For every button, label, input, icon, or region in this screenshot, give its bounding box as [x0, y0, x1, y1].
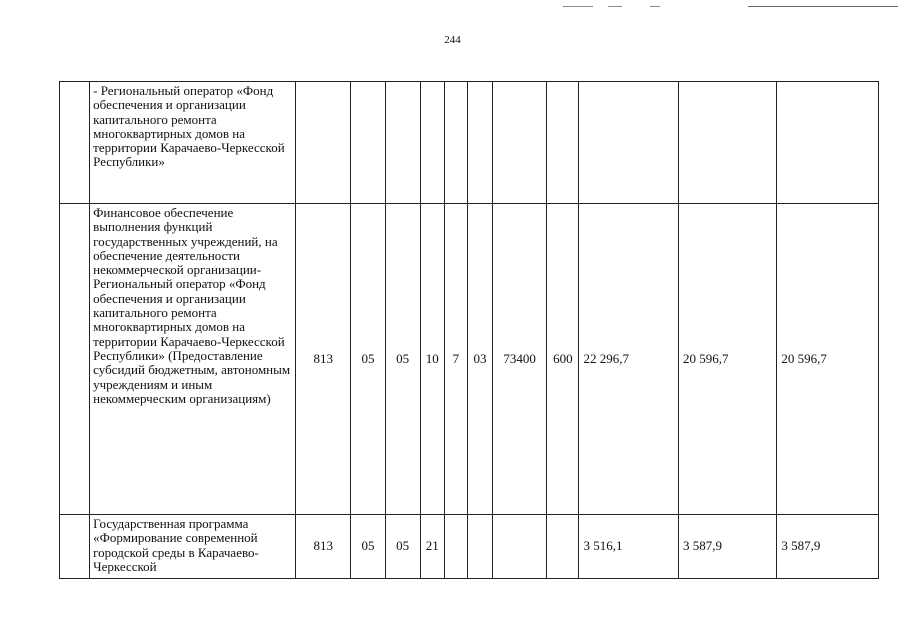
amount-year1-cell: 22 296,7	[579, 204, 678, 515]
budget-table	[59, 81, 879, 579]
activity-code-cell	[467, 82, 492, 204]
activity-code-cell	[467, 515, 492, 579]
expense-type-cell	[547, 515, 579, 579]
row-margin-cell	[60, 515, 90, 579]
ministry-code-cell	[296, 82, 351, 204]
item-name-cell: - Региональный оператор «Фонд обеспечения и организации капитального ремонта многоквартирных домов на территории Карачаево-Черкесской Республики»	[90, 82, 296, 204]
direction-code-cell	[493, 515, 547, 579]
amount-year3-cell	[777, 82, 879, 204]
section-code-cell: 05	[351, 515, 385, 579]
expense-type-cell	[547, 82, 579, 204]
scan-artifact-line	[563, 6, 593, 7]
direction-code-cell	[493, 82, 547, 204]
scan-artifact-line	[608, 6, 622, 7]
row-margin-cell	[60, 204, 90, 515]
amount-year1-cell	[579, 82, 678, 204]
direction-code-cell: 73400	[493, 204, 547, 515]
program-code-cell	[420, 82, 444, 204]
expense-type-cell: 600	[547, 204, 579, 515]
amount-year3-cell: 20 596,7	[777, 204, 879, 515]
table-row	[60, 204, 879, 515]
amount-year2-cell	[678, 82, 776, 204]
scan-artifact-line	[748, 6, 898, 7]
program-code-cell: 21	[420, 515, 444, 579]
item-name-cell: Финансовое обеспечение выполнения функций государственных учреждений, на обеспечение деятельности некоммерческой организации- Региональный оператор «Фонд обеспечения и организации капитального ремонта многоквартирных домов на территории Карачаево-Черкесской Республики» (Предоставление субсидий бюджетным, автономным учреждениям и иным некоммерческим организациям)	[90, 204, 296, 515]
page-number: 244	[444, 34, 461, 46]
table-row	[60, 515, 879, 579]
table-row	[60, 82, 879, 204]
amount-year3-cell: 3 587,9	[777, 515, 879, 579]
section-code-cell	[351, 82, 385, 204]
ministry-code-cell: 813	[296, 515, 351, 579]
subprogram-code-cell	[444, 515, 467, 579]
item-name-cell: Государственная программа «Формирование современной городской среды в Карачаево-Черкесской	[90, 515, 296, 579]
subprogram-code-cell	[444, 82, 467, 204]
subsection-code-cell: 05	[385, 515, 420, 579]
program-code-cell: 10	[420, 204, 444, 515]
scan-artifact-line	[650, 6, 660, 7]
activity-code-cell: 03	[467, 204, 492, 515]
subsection-code-cell	[385, 82, 420, 204]
row-margin-cell	[60, 82, 90, 204]
subsection-code-cell: 05	[385, 204, 420, 515]
section-code-cell: 05	[351, 204, 385, 515]
ministry-code-cell: 813	[296, 204, 351, 515]
subprogram-code-cell: 7	[444, 204, 467, 515]
amount-year2-cell: 20 596,7	[678, 204, 776, 515]
amount-year2-cell: 3 587,9	[678, 515, 776, 579]
amount-year1-cell: 3 516,1	[579, 515, 678, 579]
